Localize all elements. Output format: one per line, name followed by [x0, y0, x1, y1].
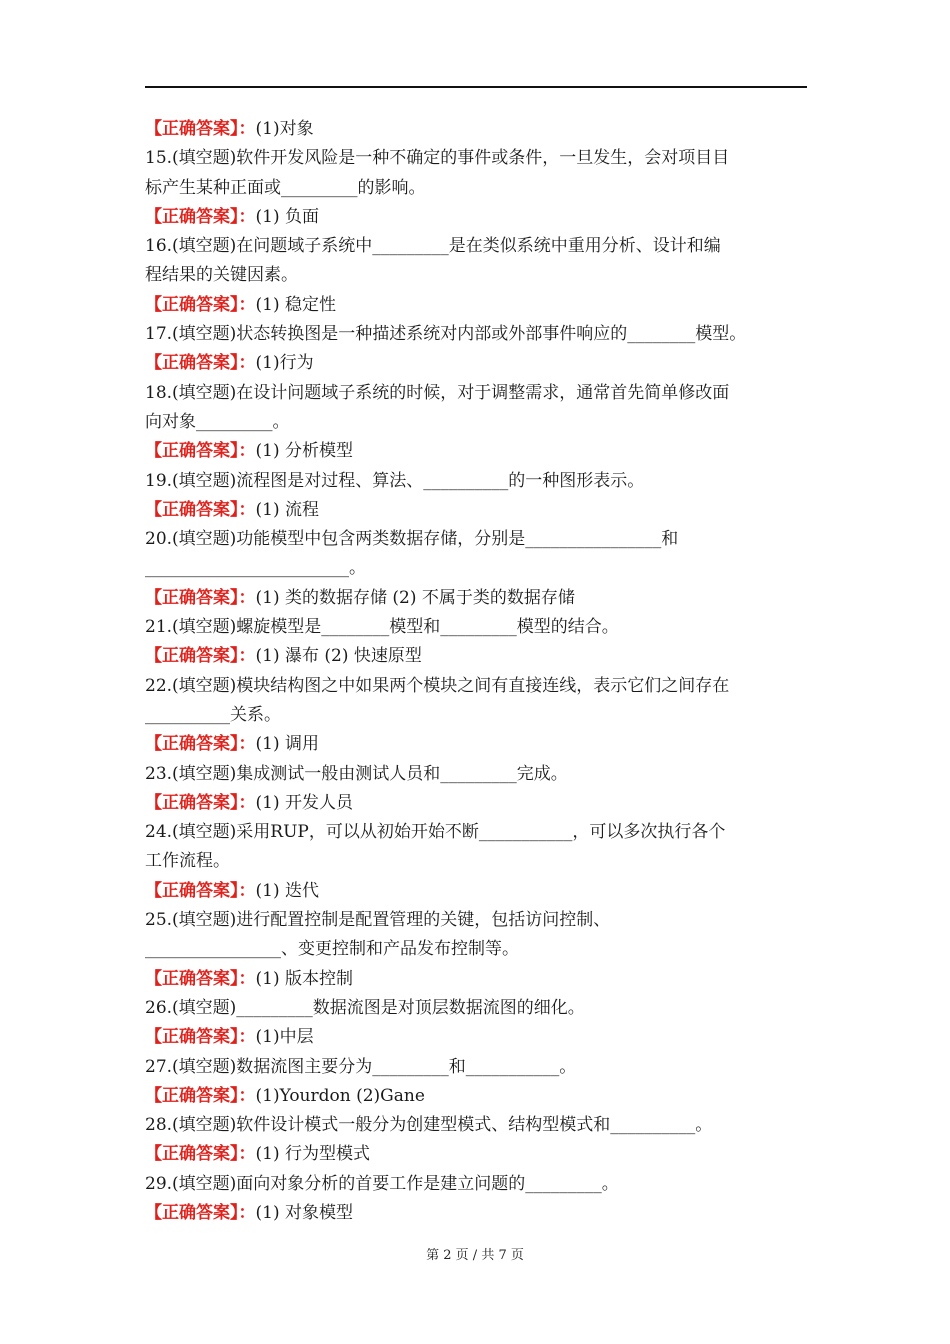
question-line: 20.(填空题)功能模型中包含两类数据存储，分别是________________和 — [145, 529, 679, 550]
answer-tag: 【正确答案】： — [145, 646, 256, 667]
answer-text: (1) 稳定性 — [255, 294, 336, 315]
answer-line — [145, 1082, 825, 1111]
answer-tag: 【正确答案】： — [145, 1085, 256, 1106]
answer-line — [145, 496, 825, 525]
question-line: 18.(填空题)在设计问题域子系统的时候，对于调整需求，通常首先简单修改面 — [145, 382, 730, 403]
question-line: 23.(填空题)集成测试一般由测试人员和_________完成。 — [145, 763, 568, 784]
question-line: ________________________。 — [145, 558, 366, 579]
answer-tag: 【正确答案】： — [145, 206, 256, 227]
question-line: ________________、变更控制和产品发布控制等。 — [145, 939, 519, 960]
answer-text: (1) 调用 — [255, 734, 319, 755]
header-rule — [145, 86, 807, 88]
question-line: 15.(填空题)软件开发风险是一种不确定的事件或条件，一旦发生，会对项目目 — [145, 148, 730, 169]
answer-text: (1)对象 — [255, 119, 314, 139]
question-line: 29.(填空题)面向对象分析的首要工作是建立问题的_________。 — [145, 1173, 619, 1194]
answer-tag: 【正确答案】： — [145, 1144, 256, 1165]
answer-tag: 【正确答案】： — [145, 880, 256, 901]
answer-tag: 【正确答案】： — [145, 734, 256, 755]
question-line: 16.(填空题)在问题域子系统中_________是在类似系统中重用分析、设计和编 — [145, 236, 721, 257]
answer-line — [145, 789, 825, 818]
answer-text: (1) 开发人员 — [255, 792, 353, 813]
answer-tag: 【正确答案】： — [145, 792, 256, 813]
question-line: 27.(填空题)数据流图主要分为_________和___________。 — [145, 1056, 577, 1077]
answer-tag: 【正确答案】： — [145, 119, 256, 139]
answer-text: (1)中层 — [255, 1027, 314, 1048]
answer-tag: 【正确答案】： — [145, 353, 256, 374]
answer-tag: 【正确答案】： — [145, 499, 256, 520]
question-line: 17.(填空题)状态转换图是一种描述系统对内部或外部事件响应的________模型。 — [145, 324, 747, 345]
answer-text: (1) 类的数据存储 (2) 不属于类的数据存储 — [255, 587, 575, 608]
answer-tag: 【正确答案】： — [145, 441, 256, 462]
answer-line — [145, 349, 825, 378]
question-line: 向对象_________。 — [145, 411, 290, 432]
answer-line — [145, 584, 825, 613]
answer-line — [145, 115, 825, 144]
answer-text: (1) 流程 — [255, 499, 319, 520]
answer-line — [145, 642, 825, 671]
question-line: 标产生某种正面或_________的影响。 — [145, 177, 426, 198]
question-line: 程结果的关键因素。 — [145, 265, 298, 286]
answer-line — [145, 291, 825, 320]
answer-text: (1)行为 — [255, 353, 314, 374]
answer-line — [145, 1023, 825, 1052]
answer-line — [145, 1140, 825, 1169]
answer-text: (1) 对象模型 — [255, 1202, 353, 1223]
answer-tag: 【正确答案】： — [145, 294, 256, 315]
document-body — [145, 115, 825, 1228]
question-line: 19.(填空题)流程图是对过程、算法、__________的一种图形表示。 — [145, 470, 645, 491]
answer-text: (1) 版本控制 — [255, 968, 353, 989]
question-line: 22.(填空题)模块结构图之中如果两个模块之间有直接连线，表示它们之间存在 — [145, 675, 730, 696]
answer-text: (1) 行为型模式 — [255, 1144, 370, 1165]
answer-line — [145, 1199, 825, 1228]
answer-text: (1) 迭代 — [255, 880, 319, 901]
answer-line — [145, 437, 825, 466]
answer-text: (1)Yourdon (2)Gane — [255, 1085, 425, 1106]
question-line: 21.(填空题)螺旋模型是________模型和_________模型的结合。 — [145, 617, 619, 638]
answer-text: (1) 负面 — [255, 206, 319, 227]
answer-tag: 【正确答案】： — [145, 1202, 256, 1223]
question-line: 26.(填空题)_________数据流图是对顶层数据流图的细化。 — [145, 997, 585, 1018]
answer-text: (1) 分析模型 — [255, 441, 353, 462]
answer-line — [145, 877, 825, 906]
answer-line — [145, 730, 825, 759]
page-footer: 第 2 页 / 共 7 页 — [426, 1248, 524, 1263]
answer-tag: 【正确答案】： — [145, 587, 256, 608]
answer-tag: 【正确答案】： — [145, 1027, 256, 1048]
answer-text: (1) 瀑布 (2) 快速原型 — [255, 646, 422, 667]
question-line: 25.(填空题)进行配置控制是配置管理的关键，包括访问控制、 — [145, 910, 611, 931]
answer-tag: 【正确答案】： — [145, 968, 256, 989]
question-line: 28.(填空题)软件设计模式一般分为创建型模式、结构型模式和__________。 — [145, 1115, 713, 1136]
question-line: 工作流程。 — [145, 851, 230, 872]
answer-line — [145, 203, 825, 232]
question-line: 24.(填空题)采用RUP，可以从初始开始不断___________，可以多次执行各个 — [145, 822, 726, 843]
answer-line — [145, 965, 825, 994]
question-line: __________关系。 — [145, 704, 281, 725]
